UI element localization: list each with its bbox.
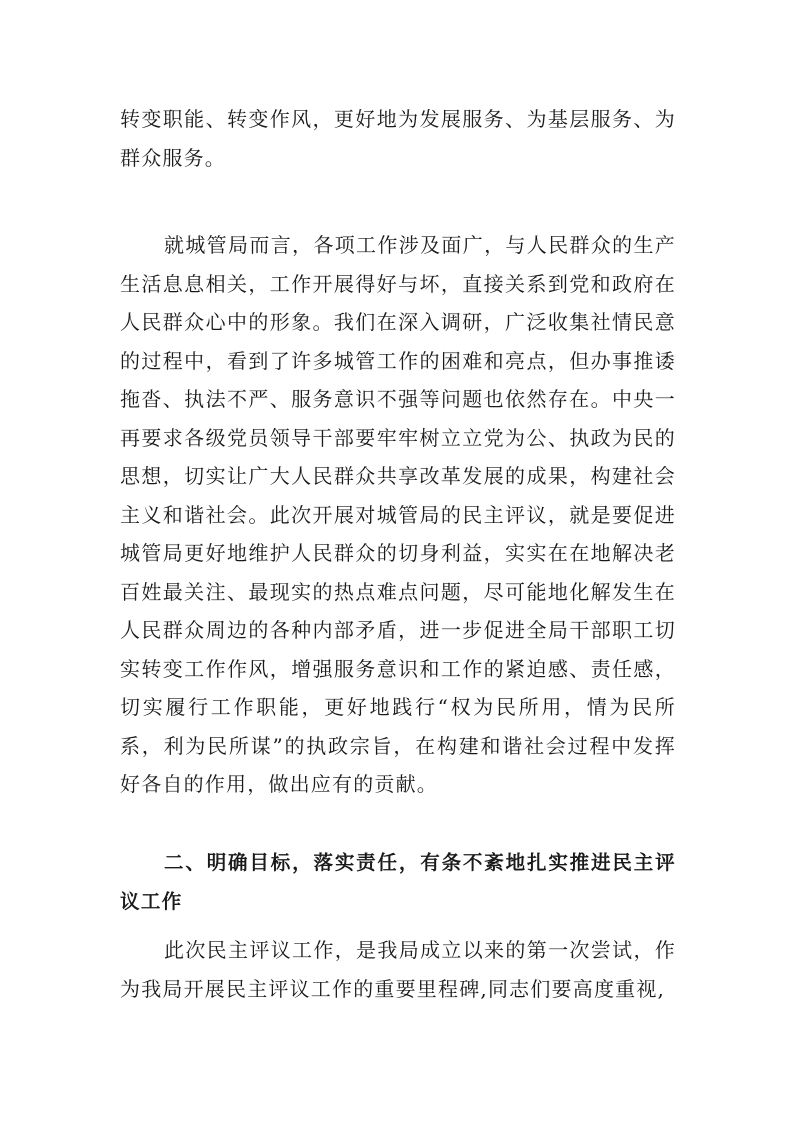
- section-heading: [120, 844, 676, 921]
- section-heading-text: 二、明确目标，落实责任，有条不紊地扎实推进民主评议工作: [120, 851, 676, 913]
- paragraph-text: 此次民主评议工作，是我局成立以来的第一次尝试，作为我局开展民主评议工作的重要里程碑,同志们要高度重视,: [120, 938, 676, 1001]
- paragraph-main: [120, 226, 676, 804]
- paragraph-last: [120, 931, 676, 1008]
- paragraph-text: 就城管局而言，各项工作涉及面广，与人民群众的生产生活息息相关，工作开展得好与坏，直接关系到党和政府在人民群众心中的形象。我们在深入调研，广泛收集社情民意的过程中，看到了许多城管工作的困难和亮点，但办事推诿拖沓、执法不严、服务意识不强等问题也依然存在。中央一再要求各级党员领导干部要牢牢树立立党为公、执政为民的思想，切实让广大人民群众共享改革发展的成果，构建社会主义和谐社会。此次开展对城管局的民主评议，就是要促进城管局更好地维护人民群众的切身利益，实实在在地解决老百姓最关注、最现实的热点难点问题，尽可能地化解发生在人民群众周边的各种内部矛盾，进一步促进全局干部职工切实转变工作作风，增强服务意识和工作的紧迫感、责任感，切实履行工作职能，更好地践行“权为民所用，情为民所系，利为民所谋”的执政宗旨，在构建和谐社会过程中发挥好各自的作用，做出应有的贡献。: [120, 233, 676, 796]
- paragraph-text: 转变职能、转变作风，更好地为发展服务、为基层服务、为群众服务。: [120, 107, 676, 170]
- paragraph-continuation: [120, 100, 676, 177]
